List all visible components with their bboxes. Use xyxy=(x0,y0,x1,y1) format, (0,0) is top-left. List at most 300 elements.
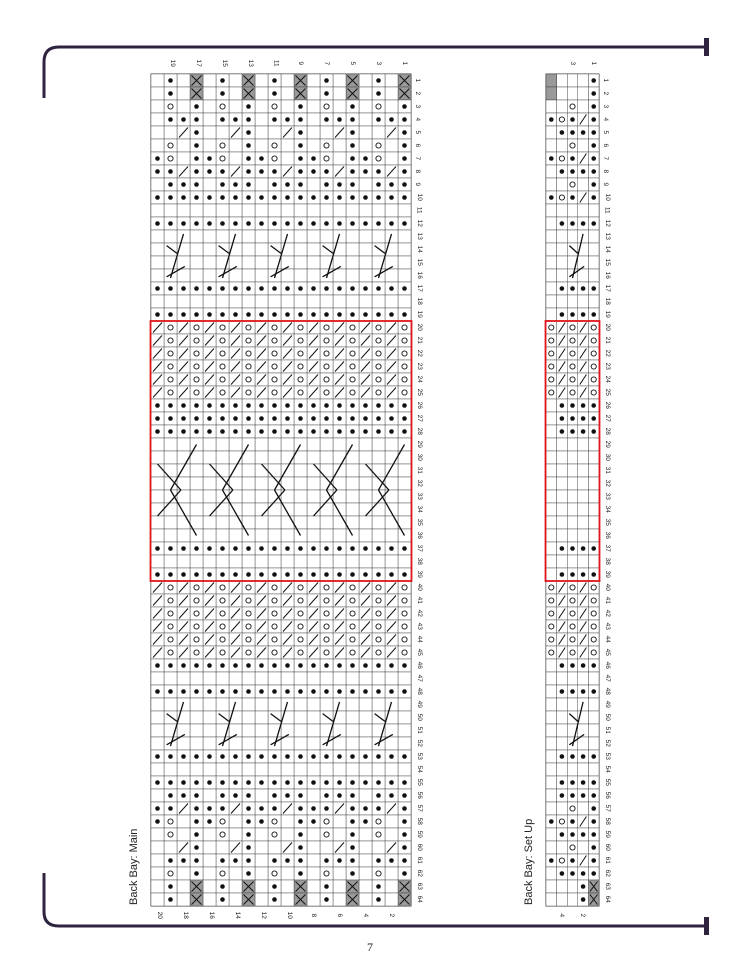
stitch-number-label: 2 xyxy=(387,913,395,918)
chart-cell xyxy=(588,451,599,464)
row-number-label: 26 xyxy=(415,401,423,409)
row-number-label: 59 xyxy=(415,830,423,838)
chart-cell xyxy=(546,750,557,763)
row-number-label: 45 xyxy=(415,648,423,656)
chart-cell xyxy=(588,321,599,334)
chart-cell xyxy=(546,386,557,399)
chart-cell xyxy=(567,555,578,568)
chart-cell xyxy=(546,711,557,724)
row-number-label: 57 xyxy=(415,804,423,812)
purl-dot xyxy=(591,871,596,876)
row-number-label: 27 xyxy=(415,414,423,422)
chart-cell xyxy=(588,243,599,256)
row-number-label: 56 xyxy=(415,791,423,799)
row-number-label: 15 xyxy=(415,258,423,266)
purl-dot xyxy=(581,130,586,135)
chart-cell xyxy=(546,555,557,568)
chart-cell xyxy=(588,373,599,386)
chart-cell xyxy=(578,477,589,490)
row-number-label: 37 xyxy=(603,544,611,552)
chart-cell xyxy=(546,542,557,555)
row-number-label: 35 xyxy=(415,518,423,526)
chart-cell xyxy=(546,464,557,477)
purl-dot xyxy=(570,312,575,317)
row-number-label: 63 xyxy=(415,882,423,890)
chart-cell xyxy=(567,490,578,503)
purl-dot xyxy=(591,143,596,148)
stitch-number-label: 14 xyxy=(233,911,241,919)
chart-cell xyxy=(567,295,578,308)
row-number-label: 26 xyxy=(603,401,611,409)
chart-cell xyxy=(578,295,589,308)
purl-dot xyxy=(581,793,586,798)
chart-cell xyxy=(546,724,557,737)
row-number-label: 1 xyxy=(414,77,422,82)
chart-cell xyxy=(546,165,557,178)
purl-dot xyxy=(560,286,565,291)
purl-dot xyxy=(591,117,596,122)
row-number-label: 48 xyxy=(603,687,611,695)
chart-cell xyxy=(546,295,557,308)
row-number-label: 40 xyxy=(415,583,423,591)
chart-cell xyxy=(578,503,589,516)
chart-cell xyxy=(546,243,557,256)
chart-cell xyxy=(546,763,557,776)
row-number-label: 24 xyxy=(415,375,423,383)
chart-setup-title: Back Bay: Set Up xyxy=(523,818,535,905)
chart-cell xyxy=(557,763,568,776)
chart-cell xyxy=(546,308,557,321)
chart-cell xyxy=(546,607,557,620)
chart-cell xyxy=(546,269,557,282)
purl-dot xyxy=(570,793,575,798)
chart-cell xyxy=(588,347,599,360)
row-number-label: 28 xyxy=(603,427,611,435)
chart-cell xyxy=(546,659,557,672)
chart-cell xyxy=(588,724,599,737)
purl-dot xyxy=(581,429,586,434)
row-number-label: 2 xyxy=(414,90,422,95)
row-number-label: 16 xyxy=(415,271,423,279)
row-number-label: 24 xyxy=(603,375,611,383)
purl-dot xyxy=(560,416,565,421)
chart-cell xyxy=(557,100,568,113)
chart-cell xyxy=(578,204,589,217)
chart-cell xyxy=(557,698,568,711)
chart-cell xyxy=(588,594,599,607)
row-number-label: 54 xyxy=(603,765,611,773)
chart-cell xyxy=(546,425,557,438)
purl-dot xyxy=(570,221,575,226)
chart-cell xyxy=(546,867,557,880)
stitch-number-label: 3 xyxy=(374,61,382,66)
purl-dot xyxy=(581,546,586,551)
chart-cell xyxy=(578,178,589,191)
row-number-label: 41 xyxy=(603,596,611,604)
row-number-label: 34 xyxy=(603,505,611,513)
chart-cell xyxy=(557,74,568,87)
purl-dot xyxy=(581,403,586,408)
row-number-label: 47 xyxy=(415,674,423,682)
row-number-label: 34 xyxy=(415,505,423,513)
purl-dot xyxy=(560,169,565,174)
purl-dot xyxy=(591,91,596,96)
stitch-number-label: 4 xyxy=(557,913,565,918)
row-number-label: 56 xyxy=(603,791,611,799)
purl-dot xyxy=(581,754,586,759)
row-number-label: 10 xyxy=(603,193,611,201)
chart-cell xyxy=(588,438,599,451)
row-number-label: 48 xyxy=(415,687,423,695)
chart-cell xyxy=(546,646,557,659)
chart-cell xyxy=(588,295,599,308)
row-number-label: 57 xyxy=(603,804,611,812)
row-number-label: 28 xyxy=(415,427,423,435)
purl-dot xyxy=(570,156,575,161)
row-number-label: 50 xyxy=(415,713,423,721)
purl-dot xyxy=(591,195,596,200)
stitch-number-label: 1 xyxy=(589,61,597,66)
chart-cell xyxy=(567,74,578,87)
purl-dot xyxy=(549,117,554,122)
chart-cell xyxy=(567,529,578,542)
chart-cell xyxy=(567,581,578,594)
chart-cell xyxy=(557,178,568,191)
chart-cell xyxy=(567,321,578,334)
chart-cell xyxy=(588,516,599,529)
purl-dot xyxy=(591,845,596,850)
chart-cell xyxy=(588,555,599,568)
purl-dot xyxy=(581,312,586,317)
chart-cell xyxy=(588,230,599,243)
chart-cell xyxy=(588,633,599,646)
stitch-number-label: 11 xyxy=(272,59,280,67)
row-number-label: 63 xyxy=(603,882,611,890)
row-number-label: 11 xyxy=(415,206,423,214)
chart-cell xyxy=(578,763,589,776)
row-number-label: 22 xyxy=(415,349,423,357)
row-number-label: 10 xyxy=(415,193,423,201)
chart-cell xyxy=(557,555,568,568)
row-number-label: 3 xyxy=(602,103,610,108)
chart-cell xyxy=(546,217,557,230)
row-number-label: 19 xyxy=(415,310,423,318)
purl-dot xyxy=(581,780,586,785)
purl-dot xyxy=(570,546,575,551)
chart-cell xyxy=(557,815,568,828)
purl-dot xyxy=(549,156,554,161)
purl-dot xyxy=(570,871,575,876)
row-number-label: 62 xyxy=(603,869,611,877)
purl-dot xyxy=(570,689,575,694)
chart-cell xyxy=(567,646,578,659)
purl-dot xyxy=(560,793,565,798)
chart-cell xyxy=(567,139,578,152)
stitch-number-label: 3 xyxy=(568,61,576,66)
row-number-label: 13 xyxy=(603,232,611,240)
purl-dot xyxy=(570,117,575,122)
row-number-label: 32 xyxy=(415,479,423,487)
chart-cell xyxy=(567,178,578,191)
row-number-label: 46 xyxy=(415,661,423,669)
purl-dot xyxy=(560,572,565,577)
row-number-label: 30 xyxy=(603,453,611,461)
purl-dot xyxy=(560,546,565,551)
chart-cell xyxy=(546,399,557,412)
chart-cell xyxy=(546,256,557,269)
chart-cell xyxy=(578,438,589,451)
row-number-label: 4 xyxy=(602,116,610,121)
row-number-label: 36 xyxy=(603,531,611,539)
purl-dot xyxy=(581,871,586,876)
row-number-label: 38 xyxy=(415,557,423,565)
row-number-label: 18 xyxy=(415,297,423,305)
chart-cell xyxy=(557,711,568,724)
row-number-label: 13 xyxy=(415,232,423,240)
purl-dot xyxy=(549,858,554,863)
chart-cell xyxy=(578,802,589,815)
purl-dot xyxy=(591,793,596,798)
stitch-number-label: 18 xyxy=(181,911,189,919)
chart-cell xyxy=(546,828,557,841)
purl-dot xyxy=(570,572,575,577)
row-number-label: 25 xyxy=(415,388,423,396)
chart-cell xyxy=(546,373,557,386)
chart-cell xyxy=(546,451,557,464)
chart-cell xyxy=(567,334,578,347)
row-number-label: 16 xyxy=(603,271,611,279)
chart-cell xyxy=(546,100,557,113)
chart-cell xyxy=(546,178,557,191)
row-number-label: 8 xyxy=(602,168,610,173)
stitch-number-label: 9 xyxy=(296,61,304,66)
chart-cell xyxy=(567,620,578,633)
chart-cell xyxy=(546,334,557,347)
row-number-label: 22 xyxy=(603,349,611,357)
row-number-label: 30 xyxy=(415,453,423,461)
chart-cell xyxy=(588,672,599,685)
row-number-label: 29 xyxy=(415,440,423,448)
row-number-label: 50 xyxy=(603,713,611,721)
purl-dot xyxy=(560,832,565,837)
chart-cell xyxy=(546,802,557,815)
purl-dot xyxy=(570,754,575,759)
chart-cell xyxy=(588,763,599,776)
row-number-label: 4 xyxy=(414,116,422,121)
row-number-label: 39 xyxy=(603,570,611,578)
stitch-number-label: 10 xyxy=(285,911,293,919)
chart-cell xyxy=(546,672,557,685)
chart-cell xyxy=(546,698,557,711)
chart-cell xyxy=(546,490,557,503)
chart-cell xyxy=(588,204,599,217)
chart-cell xyxy=(557,737,568,750)
row-number-label: 21 xyxy=(603,336,611,344)
row-number-label: 46 xyxy=(603,661,611,669)
row-number-label: 37 xyxy=(415,544,423,552)
row-number-label: 49 xyxy=(603,700,611,708)
purl-dot xyxy=(591,78,596,83)
purl-dot xyxy=(591,858,596,863)
chart-cell xyxy=(557,724,568,737)
row-number-label: 11 xyxy=(603,206,611,214)
purl-dot xyxy=(560,871,565,876)
chart-cell xyxy=(557,893,568,906)
chart-cell xyxy=(588,256,599,269)
row-number-label: 53 xyxy=(415,752,423,760)
chart-cell xyxy=(567,451,578,464)
chart-cell xyxy=(557,880,568,893)
page-number: 7 xyxy=(367,940,373,954)
chart-cell xyxy=(557,113,568,126)
purl-dot xyxy=(570,286,575,291)
row-number-label: 47 xyxy=(603,674,611,682)
chart-cell xyxy=(588,711,599,724)
chart-cell xyxy=(546,581,557,594)
row-number-label: 14 xyxy=(603,245,611,253)
chart-cell xyxy=(557,464,568,477)
chart-cell xyxy=(567,672,578,685)
chart-cell xyxy=(567,594,578,607)
row-number-label: 6 xyxy=(414,142,422,147)
purl-dot xyxy=(570,832,575,837)
purl-dot xyxy=(570,416,575,421)
purl-dot xyxy=(591,156,596,161)
chart-cell xyxy=(578,87,589,100)
chart-cell xyxy=(557,269,568,282)
chart-cell xyxy=(546,321,557,334)
row-number-label: 20 xyxy=(415,323,423,331)
chart-cell xyxy=(567,880,578,893)
purl-dot xyxy=(591,819,596,824)
row-number-label: 42 xyxy=(603,609,611,617)
chart-cell xyxy=(546,789,557,802)
purl-dot xyxy=(591,546,596,551)
chart-cell xyxy=(588,490,599,503)
row-number-label: 23 xyxy=(415,362,423,370)
row-number-label: 64 xyxy=(415,895,423,903)
purl-dot xyxy=(560,780,565,785)
purl-dot xyxy=(570,130,575,135)
stitch-number-label: 19 xyxy=(168,59,176,67)
chart-cell xyxy=(557,87,568,100)
chart-cell xyxy=(546,230,557,243)
chart-cell xyxy=(567,477,578,490)
chart-cell xyxy=(578,737,589,750)
chart-cell xyxy=(567,204,578,217)
row-number-label: 43 xyxy=(415,622,423,630)
purl-dot xyxy=(570,429,575,434)
chart-cell xyxy=(588,503,599,516)
stitch-number-label: 16 xyxy=(207,911,215,919)
stitch-number-label: 8 xyxy=(309,913,317,918)
chart-cell xyxy=(588,360,599,373)
chart-cell xyxy=(588,269,599,282)
chart-cell xyxy=(567,516,578,529)
row-number-label: 45 xyxy=(603,648,611,656)
row-number-label: 58 xyxy=(415,817,423,825)
purl-dot xyxy=(591,221,596,226)
chart-body xyxy=(546,74,600,906)
chart-cell xyxy=(546,360,557,373)
purl-dot xyxy=(581,884,586,889)
purl-dot xyxy=(591,286,596,291)
chart-cell xyxy=(557,295,568,308)
chart-cell xyxy=(567,841,578,854)
row-number-label: 7 xyxy=(602,155,610,160)
chart-cell xyxy=(557,854,568,867)
row-number-label: 12 xyxy=(603,219,611,227)
stitch-number-label: 4 xyxy=(361,913,369,918)
purl-dot xyxy=(591,429,596,434)
row-number-label: 49 xyxy=(415,700,423,708)
row-number-label: 29 xyxy=(603,440,611,448)
row-number-label: 60 xyxy=(603,843,611,851)
chart-cell xyxy=(567,100,578,113)
row-number-label: 32 xyxy=(603,479,611,487)
purl-dot xyxy=(581,221,586,226)
chart-cell xyxy=(578,100,589,113)
purl-dot xyxy=(560,754,565,759)
purl-dot xyxy=(581,286,586,291)
chart-cell xyxy=(557,451,568,464)
chart-cell xyxy=(567,711,578,724)
purl-dot xyxy=(570,858,575,863)
row-number-label: 6 xyxy=(602,142,610,147)
chart-cell xyxy=(557,243,568,256)
chart-cell xyxy=(546,74,557,87)
chart-cell xyxy=(578,451,589,464)
chart-cell xyxy=(588,334,599,347)
chart-cell xyxy=(567,360,578,373)
chart-cell xyxy=(567,438,578,451)
purl-dot xyxy=(560,663,565,668)
purl-dot xyxy=(591,169,596,174)
purl-dot xyxy=(570,819,575,824)
chart-cell xyxy=(546,347,557,360)
purl-dot xyxy=(570,403,575,408)
stitch-number-label: 2 xyxy=(579,913,587,918)
chart-cell xyxy=(588,620,599,633)
row-number-label: 52 xyxy=(415,739,423,747)
purl-dot xyxy=(549,195,554,200)
chart-cell xyxy=(567,698,578,711)
chart-cell xyxy=(578,269,589,282)
chart-cell xyxy=(567,802,578,815)
purl-dot xyxy=(591,182,596,187)
row-number-label: 8 xyxy=(414,168,422,173)
row-number-label: 31 xyxy=(603,466,611,474)
row-number-label: 61 xyxy=(415,856,423,864)
stitch-number-label: 7 xyxy=(322,61,330,66)
chart-cell xyxy=(567,633,578,646)
purl-dot xyxy=(570,195,575,200)
purl-dot xyxy=(581,689,586,694)
purl-dot xyxy=(560,429,565,434)
row-number-label: 9 xyxy=(414,181,422,186)
stitch-number-label: 1 xyxy=(400,61,408,66)
chart-cell xyxy=(546,568,557,581)
row-number-label: 43 xyxy=(603,622,611,630)
purl-dot xyxy=(591,806,596,811)
row-number-label: 31 xyxy=(415,466,423,474)
chart-cell xyxy=(546,412,557,425)
row-number-label: 64 xyxy=(603,895,611,903)
row-number-label: 53 xyxy=(603,752,611,760)
chart-cell xyxy=(588,607,599,620)
row-number-label: 36 xyxy=(415,531,423,539)
chart-cell xyxy=(578,529,589,542)
